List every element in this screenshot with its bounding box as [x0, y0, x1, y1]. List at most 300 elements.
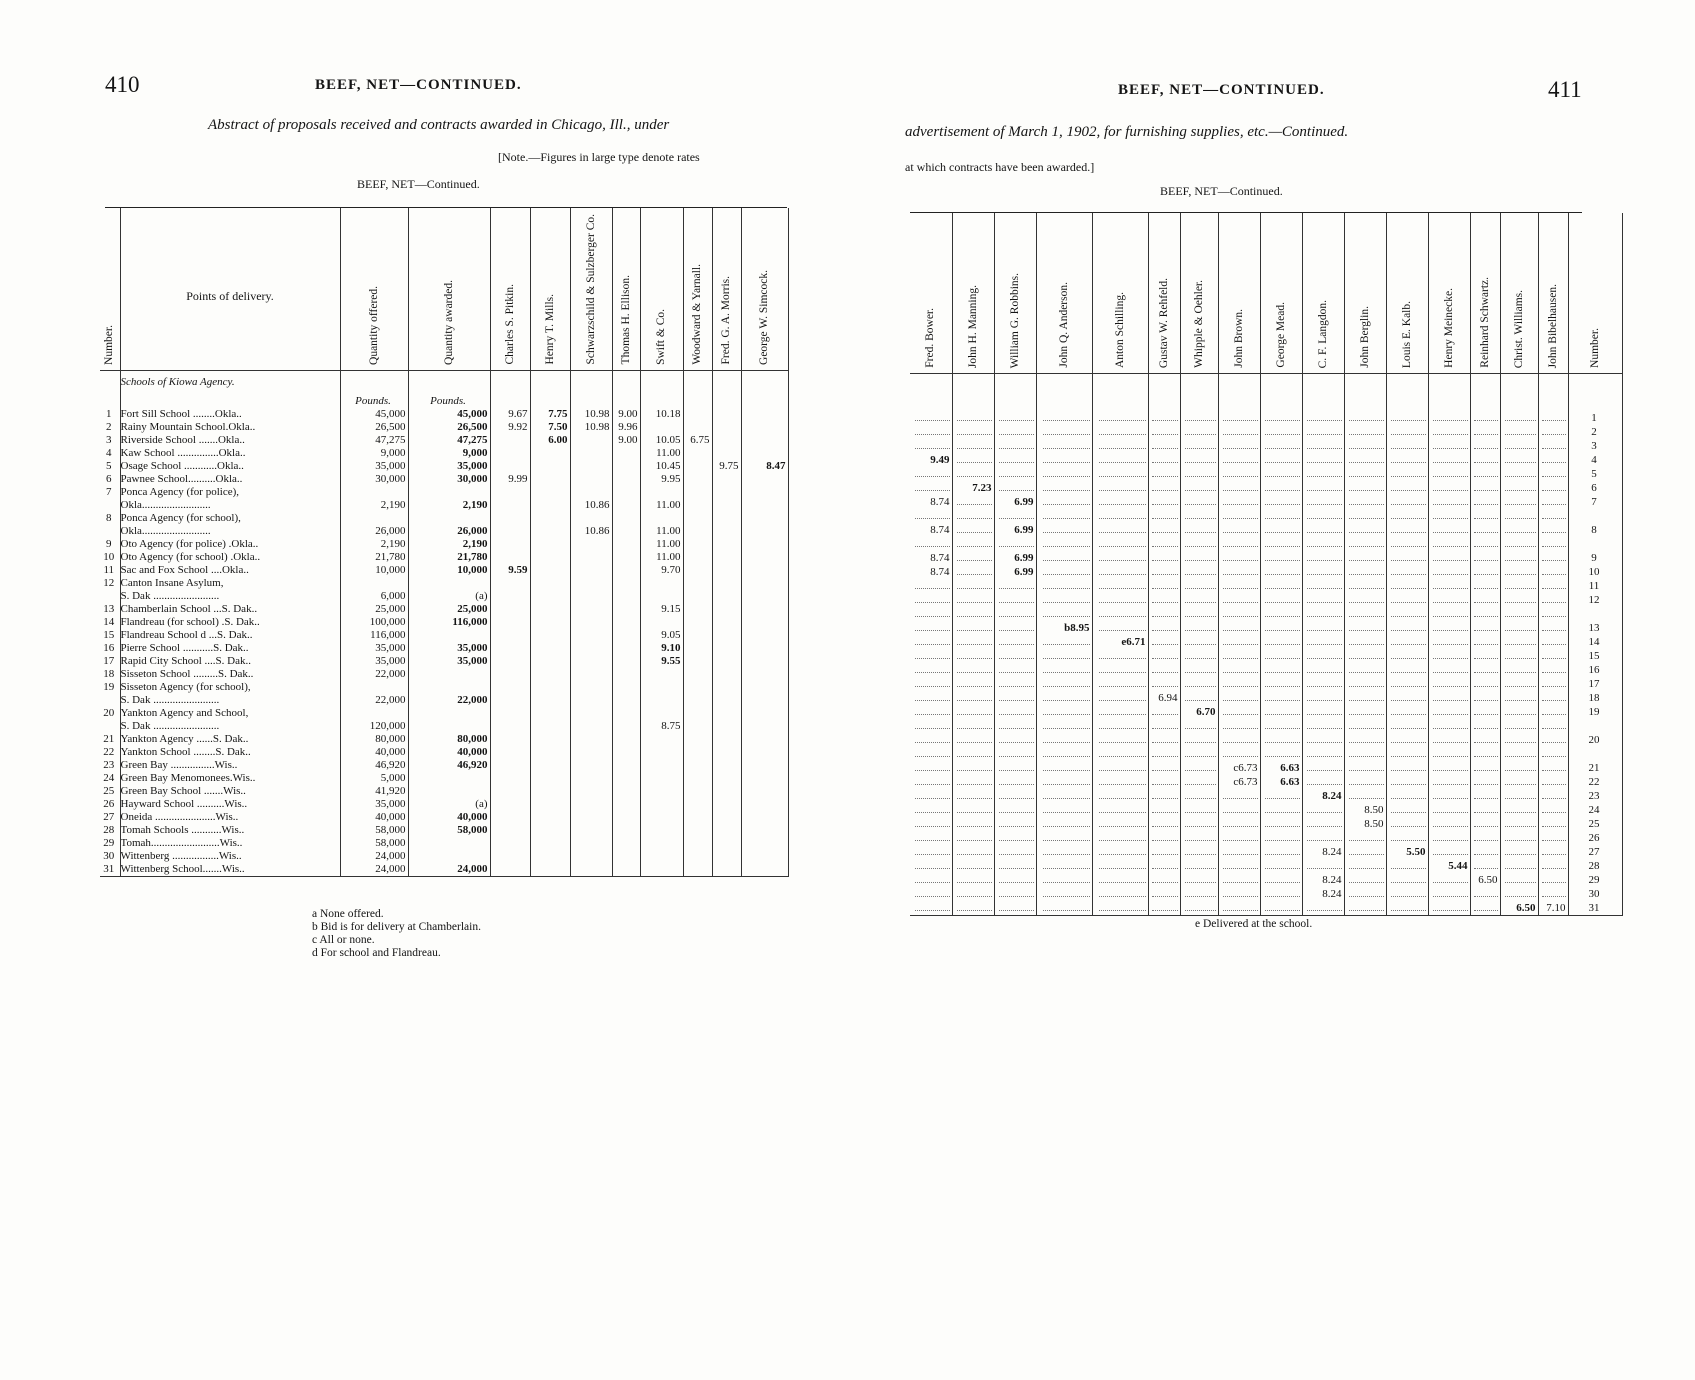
leader-dots	[1433, 789, 1467, 799]
delivery-point: Flandreau School d ...S. Dak..	[120, 629, 340, 642]
blank-cell	[1036, 374, 1092, 412]
leader-dots	[1265, 691, 1299, 701]
bid-cell	[570, 811, 612, 824]
row-number: 11	[1568, 579, 1622, 593]
leader-dots	[915, 719, 950, 729]
leader-dots	[1391, 467, 1425, 477]
leader-dots	[1099, 845, 1146, 855]
bid-cell	[683, 694, 712, 707]
leader-dots	[1043, 425, 1090, 435]
bid-cell	[1036, 551, 1092, 565]
bid-cell	[910, 691, 952, 705]
leader-dots	[1542, 621, 1566, 631]
bid-cell	[490, 499, 530, 512]
row-number: 9	[1568, 551, 1622, 565]
bid-cell	[570, 551, 612, 564]
row-number	[100, 590, 120, 603]
bid-cell	[1302, 509, 1344, 523]
bid-cell	[1180, 635, 1218, 649]
row-number	[1568, 747, 1622, 761]
bid-cell	[1260, 845, 1302, 859]
leader-dots	[1542, 859, 1566, 869]
leader-dots	[915, 817, 950, 827]
bid-cell	[1344, 523, 1386, 537]
blank-cell	[340, 370, 408, 395]
leader-dots	[1043, 537, 1090, 547]
bid-cell: 9.99	[490, 473, 530, 486]
bid-cell	[1218, 425, 1260, 439]
leader-dots	[1223, 495, 1257, 505]
bid-cell	[741, 837, 788, 850]
left-column-header	[712, 208, 741, 370]
bid-cell	[683, 746, 712, 759]
leader-dots	[1223, 719, 1257, 729]
bid-cell	[1470, 649, 1500, 663]
bid-cell	[530, 759, 570, 772]
bid-cell	[1218, 691, 1260, 705]
leader-dots	[915, 635, 950, 645]
bid-cell	[530, 850, 570, 863]
bid-cell: 9.96	[612, 421, 640, 434]
bid-cell	[952, 677, 994, 691]
bid-cell	[1428, 873, 1470, 887]
bid-cell	[1538, 481, 1568, 495]
quantity-awarded: 35,000	[408, 642, 490, 655]
units-row	[100, 395, 788, 408]
quantity-offered	[340, 486, 408, 499]
right-column-label: John Brown.	[1232, 309, 1245, 368]
leader-dots	[999, 439, 1033, 449]
bid-cell	[570, 577, 612, 590]
leader-dots	[915, 593, 950, 603]
bid-cell	[1428, 453, 1470, 467]
bid-cell: 6.00	[530, 434, 570, 447]
leader-dots	[1542, 523, 1566, 533]
right-column-label: John Berglin.	[1358, 306, 1371, 368]
leader-dots	[1433, 747, 1467, 757]
leader-dots	[1391, 481, 1425, 491]
leader-dots	[915, 481, 950, 491]
leader-dots	[1099, 467, 1146, 477]
quantity-offered: 35,000	[340, 655, 408, 668]
quantity-awarded	[408, 837, 490, 850]
leader-dots	[1099, 425, 1146, 435]
leader-dots	[1391, 495, 1425, 505]
leader-dots	[999, 481, 1033, 491]
bid-cell	[994, 635, 1036, 649]
table-row	[910, 859, 1622, 873]
leader-dots	[1185, 537, 1216, 547]
leader-dots	[1223, 803, 1257, 813]
bid-cell	[952, 775, 994, 789]
leader-dots	[915, 789, 950, 799]
bid-cell: 11.00	[640, 551, 683, 564]
bid-cell	[612, 798, 640, 811]
leader-dots	[1542, 509, 1566, 519]
bid-cell	[1386, 733, 1428, 747]
quantity-awarded	[408, 707, 490, 720]
bid-cell	[1302, 803, 1344, 817]
bid-cell	[1428, 789, 1470, 803]
bid-cell: 9.00	[612, 434, 640, 447]
bid-cell	[1500, 607, 1538, 621]
bid-cell	[1036, 817, 1092, 831]
table-row	[100, 564, 788, 577]
bid-cell	[1218, 635, 1260, 649]
bid-cell	[1092, 747, 1148, 761]
bid-cell	[712, 408, 741, 421]
bid-cell	[741, 577, 788, 590]
bid-cell	[712, 694, 741, 707]
bid-cell	[1470, 859, 1500, 873]
bid-cell	[1302, 523, 1344, 537]
leader-dots	[1474, 481, 1498, 491]
right-column-header	[1180, 213, 1218, 374]
row-number: 14	[1568, 635, 1622, 649]
table-row	[910, 607, 1622, 621]
bid-cell	[712, 577, 741, 590]
bid-cell	[741, 590, 788, 603]
leader-dots	[915, 425, 950, 435]
leader-dots	[1223, 887, 1257, 897]
bid-cell	[1218, 551, 1260, 565]
bid-cell	[1036, 761, 1092, 775]
bid-cell	[490, 577, 530, 590]
bid-cell	[741, 772, 788, 785]
bid-cell: 11.00	[640, 447, 683, 460]
bid-cell	[1386, 607, 1428, 621]
leader-dots	[1152, 845, 1178, 855]
leader-dots	[1099, 551, 1146, 561]
leader-dots	[1265, 537, 1299, 547]
leader-dots	[1433, 481, 1467, 491]
bid-cell	[1260, 789, 1302, 803]
table-row	[910, 663, 1622, 677]
bid-cell	[1428, 425, 1470, 439]
bid-cell	[741, 824, 788, 837]
table-row	[100, 408, 788, 421]
leader-dots	[1043, 719, 1090, 729]
bid-cell	[1470, 453, 1500, 467]
leader-dots	[915, 775, 950, 785]
bid-cell	[1344, 411, 1386, 425]
bid-cell	[1428, 635, 1470, 649]
leader-dots	[1099, 817, 1146, 827]
table-row	[910, 887, 1622, 901]
quantity-awarded: 21,780	[408, 551, 490, 564]
leader-dots	[1433, 509, 1467, 519]
leader-dots	[1043, 831, 1090, 841]
leader-dots	[1433, 579, 1467, 589]
bid-cell	[1302, 649, 1344, 663]
leader-dots	[1505, 453, 1536, 463]
leader-dots	[1152, 901, 1178, 911]
bid-cell	[952, 537, 994, 551]
bid-cell	[530, 668, 570, 681]
bid-cell	[952, 663, 994, 677]
bid-cell	[1302, 705, 1344, 719]
bid-cell	[1218, 705, 1260, 719]
bid-cell	[640, 421, 683, 434]
bid-cell	[1260, 523, 1302, 537]
quantity-awarded: 24,000	[408, 863, 490, 877]
leader-dots	[1391, 761, 1425, 771]
bid-cell	[741, 681, 788, 694]
quantity-offered: 47,275	[340, 434, 408, 447]
bid-cell	[1180, 691, 1218, 705]
leader-dots	[1542, 593, 1566, 603]
bid-cell	[712, 499, 741, 512]
table-row	[100, 707, 788, 720]
bid-cell: 6.94	[1148, 691, 1180, 705]
leader-dots	[1505, 509, 1536, 519]
bid-cell	[1148, 789, 1180, 803]
leader-dots	[999, 593, 1033, 603]
bid-cell	[910, 663, 952, 677]
bid-cell	[1218, 495, 1260, 509]
leader-dots	[1223, 579, 1257, 589]
leader-dots	[999, 411, 1033, 421]
leader-dots	[1349, 733, 1383, 743]
leader-dots	[1265, 719, 1299, 729]
bid-cell	[1260, 887, 1302, 901]
leader-dots	[1391, 425, 1425, 435]
bid-cell	[1538, 607, 1568, 621]
bid-cell	[1500, 621, 1538, 635]
leader-dots	[1433, 425, 1467, 435]
leader-dots	[1185, 663, 1216, 673]
bid-cell	[640, 590, 683, 603]
bid-cell	[1148, 705, 1180, 719]
row-number: 28	[100, 824, 120, 837]
leader-dots	[1152, 509, 1178, 519]
bid-cell	[612, 551, 640, 564]
leader-dots	[1505, 887, 1536, 897]
bid-cell	[741, 850, 788, 863]
bid-cell	[712, 733, 741, 746]
bid-cell	[1428, 845, 1470, 859]
leader-dots	[1505, 411, 1536, 421]
row-number: 19	[100, 681, 120, 694]
bid-cell	[1538, 523, 1568, 537]
row-number: 17	[100, 655, 120, 668]
bid-cell	[1538, 747, 1568, 761]
bid-cell	[490, 590, 530, 603]
bid-cell	[1180, 453, 1218, 467]
blank-cell	[683, 370, 712, 395]
right-column-header	[1092, 213, 1148, 374]
bid-cell	[1428, 467, 1470, 481]
bid-cell	[1148, 831, 1180, 845]
bid-cell	[1538, 733, 1568, 747]
leader-dots	[1391, 677, 1425, 687]
bid-cell	[1180, 467, 1218, 481]
leader-dots	[1505, 607, 1536, 617]
leader-dots	[1505, 733, 1536, 743]
bid-cell	[741, 512, 788, 525]
bid-cell	[1036, 467, 1092, 481]
leader-dots	[1474, 887, 1498, 897]
left-running-head: BEEF, NET—CONTINUED.	[315, 77, 522, 93]
leader-dots	[1433, 621, 1467, 631]
leader-dots	[957, 607, 991, 617]
bid-cell	[1148, 845, 1180, 859]
bid-cell	[1260, 607, 1302, 621]
bid-cell	[952, 691, 994, 705]
leader-dots	[1474, 425, 1498, 435]
table-row	[100, 785, 788, 798]
table-row	[100, 538, 788, 551]
bid-cell	[1386, 523, 1428, 537]
leader-dots	[957, 495, 991, 505]
leader-dots	[1307, 705, 1341, 715]
bid-cell	[1470, 887, 1500, 901]
bid-cell: 6.99	[994, 551, 1036, 565]
bid-cell	[741, 564, 788, 577]
leader-dots	[1391, 579, 1425, 589]
bid-cell: 9.00	[612, 408, 640, 421]
leader-dots	[957, 677, 991, 687]
leader-dots	[1223, 411, 1257, 421]
bid-cell	[952, 817, 994, 831]
bid-cell	[1036, 411, 1092, 425]
right-column-label: William G. Robbins.	[1008, 272, 1021, 368]
bid-cell	[1180, 565, 1218, 579]
bid-cell	[712, 668, 741, 681]
leader-dots	[1433, 439, 1467, 449]
left-column-label: Number.	[103, 324, 116, 365]
leader-dots	[1099, 775, 1146, 785]
bid-cell	[712, 434, 741, 447]
bid-cell	[952, 453, 994, 467]
leader-dots	[915, 831, 950, 841]
bid-cell	[640, 733, 683, 746]
bid-cell	[612, 785, 640, 798]
bid-cell	[1302, 411, 1344, 425]
leader-dots	[1505, 579, 1536, 589]
bid-cell	[1260, 635, 1302, 649]
delivery-point: Green Bay School .......Wis..	[120, 785, 340, 798]
leader-dots	[1349, 691, 1383, 701]
bid-cell	[741, 785, 788, 798]
quantity-offered: 80,000	[340, 733, 408, 746]
leader-dots	[957, 663, 991, 673]
bid-cell	[1428, 551, 1470, 565]
bid-cell	[1386, 453, 1428, 467]
bid-cell	[640, 759, 683, 772]
left-column-label: Quantity awarded.	[442, 279, 455, 365]
bid-cell	[1500, 453, 1538, 467]
bid-cell	[1302, 565, 1344, 579]
bid-cell	[530, 694, 570, 707]
leader-dots	[915, 761, 950, 771]
bid-cell	[994, 831, 1036, 845]
bid-cell	[530, 538, 570, 551]
row-number: 7	[100, 486, 120, 499]
bid-cell	[570, 655, 612, 668]
delivery-point: Oto Agency (for police) .Okla..	[120, 538, 340, 551]
bid-cell	[640, 863, 683, 877]
bid-cell	[741, 642, 788, 655]
leader-dots	[1152, 789, 1178, 799]
quantity-offered: 58,000	[340, 824, 408, 837]
bid-cell	[1218, 537, 1260, 551]
footnote: b Bid is for delivery at Chamberlain.	[312, 921, 481, 933]
bid-cell	[994, 607, 1036, 621]
bid-cell	[910, 467, 952, 481]
quantity-awarded: 2,190	[408, 538, 490, 551]
bid-cell	[1386, 425, 1428, 439]
bid-cell	[910, 579, 952, 593]
leader-dots	[957, 817, 991, 827]
leader-dots	[1223, 467, 1257, 477]
bid-cell	[1036, 803, 1092, 817]
bid-cell	[1500, 789, 1538, 803]
bid-cell	[1470, 663, 1500, 677]
bid-cell	[612, 824, 640, 837]
bid-cell	[1260, 439, 1302, 453]
bid-cell	[1428, 607, 1470, 621]
leader-dots	[1391, 537, 1425, 547]
bid-cell	[712, 707, 741, 720]
leader-dots	[1099, 859, 1146, 869]
bid-cell	[1260, 425, 1302, 439]
bid-cell	[712, 837, 741, 850]
leader-dots	[1185, 607, 1216, 617]
leader-dots	[915, 411, 950, 421]
bid-cell	[640, 798, 683, 811]
bid-cell	[1036, 579, 1092, 593]
bid-cell	[1036, 495, 1092, 509]
bid-cell	[1218, 803, 1260, 817]
leader-dots	[1152, 523, 1178, 533]
leader-dots	[1043, 677, 1090, 687]
bid-cell	[570, 642, 612, 655]
bid-cell	[1180, 607, 1218, 621]
leader-dots	[1043, 453, 1090, 463]
leader-dots	[1099, 495, 1146, 505]
bid-cell	[640, 837, 683, 850]
leader-dots	[1433, 831, 1467, 841]
quantity-offered	[340, 707, 408, 720]
bid-cell: 7.10	[1538, 901, 1568, 916]
leader-dots	[1043, 691, 1090, 701]
bid-cell	[1148, 677, 1180, 691]
right-column-header	[1428, 213, 1470, 374]
left-column-header	[340, 208, 408, 370]
leader-dots	[1099, 733, 1146, 743]
delivery-point: Chamberlain School ...S. Dak..	[120, 603, 340, 616]
delivery-point: Sisseton School .........S. Dak..	[120, 668, 340, 681]
table-row	[100, 863, 788, 877]
bid-cell	[1092, 607, 1148, 621]
leader-dots	[1265, 593, 1299, 603]
row-number: 22	[1568, 775, 1622, 789]
leader-dots	[957, 649, 991, 659]
bid-cell	[1302, 901, 1344, 916]
bid-cell	[530, 720, 570, 733]
leader-dots	[1391, 663, 1425, 673]
bid-cell	[952, 761, 994, 775]
delivery-point: Oneida ......................Wis..	[120, 811, 340, 824]
delivery-point: Rapid City School ....S. Dak..	[120, 655, 340, 668]
bid-cell	[712, 551, 741, 564]
bid-cell	[683, 551, 712, 564]
bid-cell	[994, 649, 1036, 663]
leader-dots	[1099, 887, 1146, 897]
bid-cell	[952, 649, 994, 663]
bid-cell	[1180, 579, 1218, 593]
